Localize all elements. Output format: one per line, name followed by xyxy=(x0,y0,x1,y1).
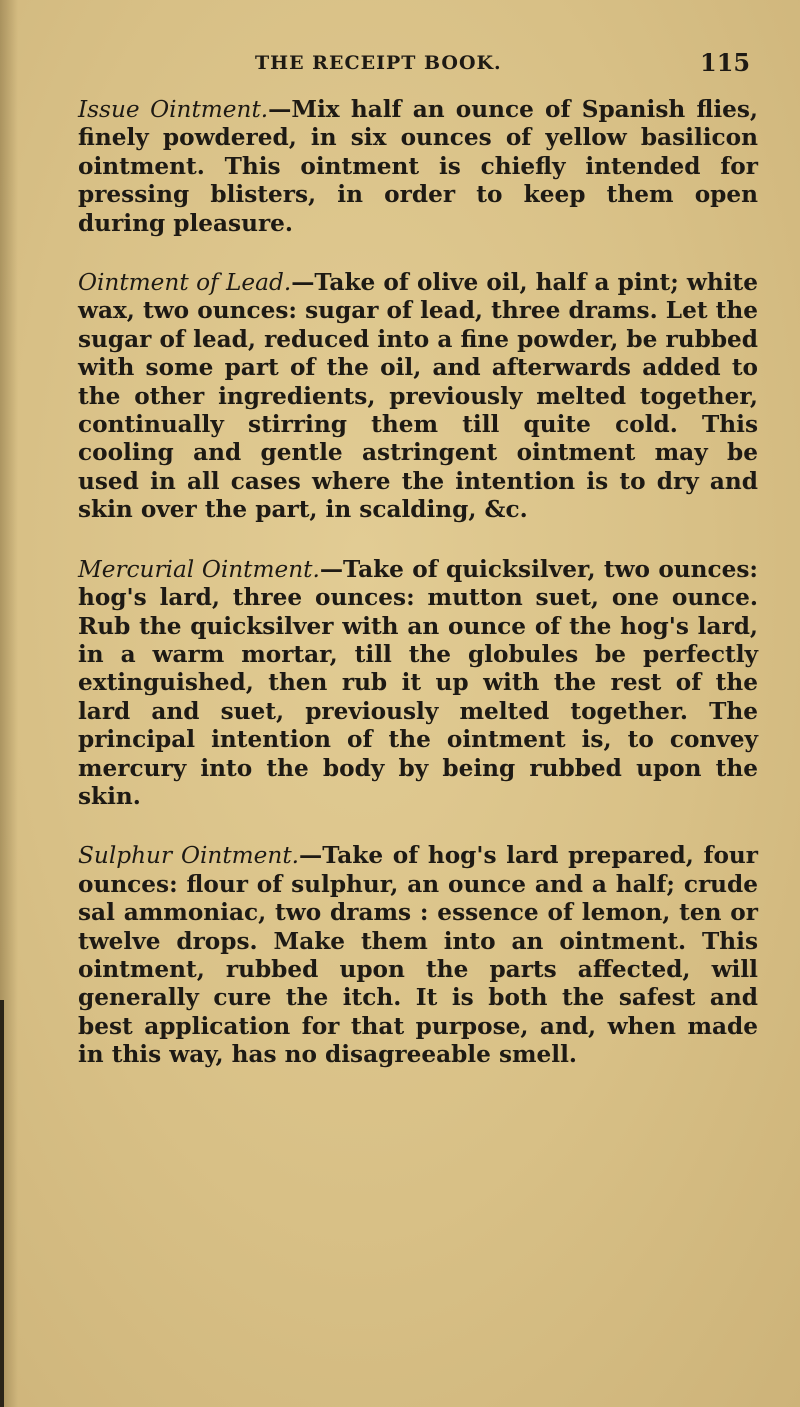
page-number: 115 xyxy=(700,48,751,77)
binding-edge xyxy=(0,1000,4,1407)
recipe-ointment-of-lead xyxy=(78,269,758,525)
recipe-sulphur-ointment xyxy=(78,842,758,1069)
recipe-title: Issue Ointment. xyxy=(78,96,269,123)
recipe-title: Ointment of Lead. xyxy=(78,269,292,297)
recipe-text: —Take of olive oil, half a pint; white wax, two ounces: sugar of lead, three drams. Let the sugar of lead, reduced into a fine powder, be rubbed with some part of the oil, and afterwards added to the other ingredients, previously melted together, continually stirring them till quite cold. This cooling and gentle astringent ointment may be used in all cases where the intention is to dry and skin over the part, in scalding, &c. xyxy=(78,269,758,524)
body-text xyxy=(78,96,758,1101)
recipe-mercurial-ointment xyxy=(78,556,758,812)
recipe-title: Mercurial Ointment. xyxy=(78,555,320,583)
recipe-title: Sulphur Ointment. xyxy=(78,842,300,870)
recipe-text: —Take of hog's lard prepared, four ounces: flour of sulphur, an ounce and a half; crude sal ammoniac, two drams : essence of lemon, ten or twelve drops. Make them into an ointment. This ointment, rubbed upon the parts affected, will generally cure the itch. It is both the safest and best application for that purpose, and, when made in this way, has no disagreeable smell. xyxy=(78,842,758,1069)
recipe-issue-ointment xyxy=(78,96,758,238)
running-head: THE RECEIPT BOOK. xyxy=(255,52,502,74)
recipe-text: —Take of quicksilver, two ounces: hog's lard, three ounces: mutton suet, one ounce. Rub the quicksilver with an ounce of the hog's lard, in a warm mortar, till the globules be perfectly extinguished, then rub it up with the rest of the lard and suet, previously melted together. The principal intention of the ointment is, to convey mercury into the body by being rubbed upon the skin. xyxy=(78,555,758,810)
recipe-text: —Mix half an ounce of Spanish flies, finely powdered, in six ounces of yellow basilicon ointment. This ointment is chiefly intended for pressing blisters, in order to keep them open during pleasure. xyxy=(78,96,759,237)
